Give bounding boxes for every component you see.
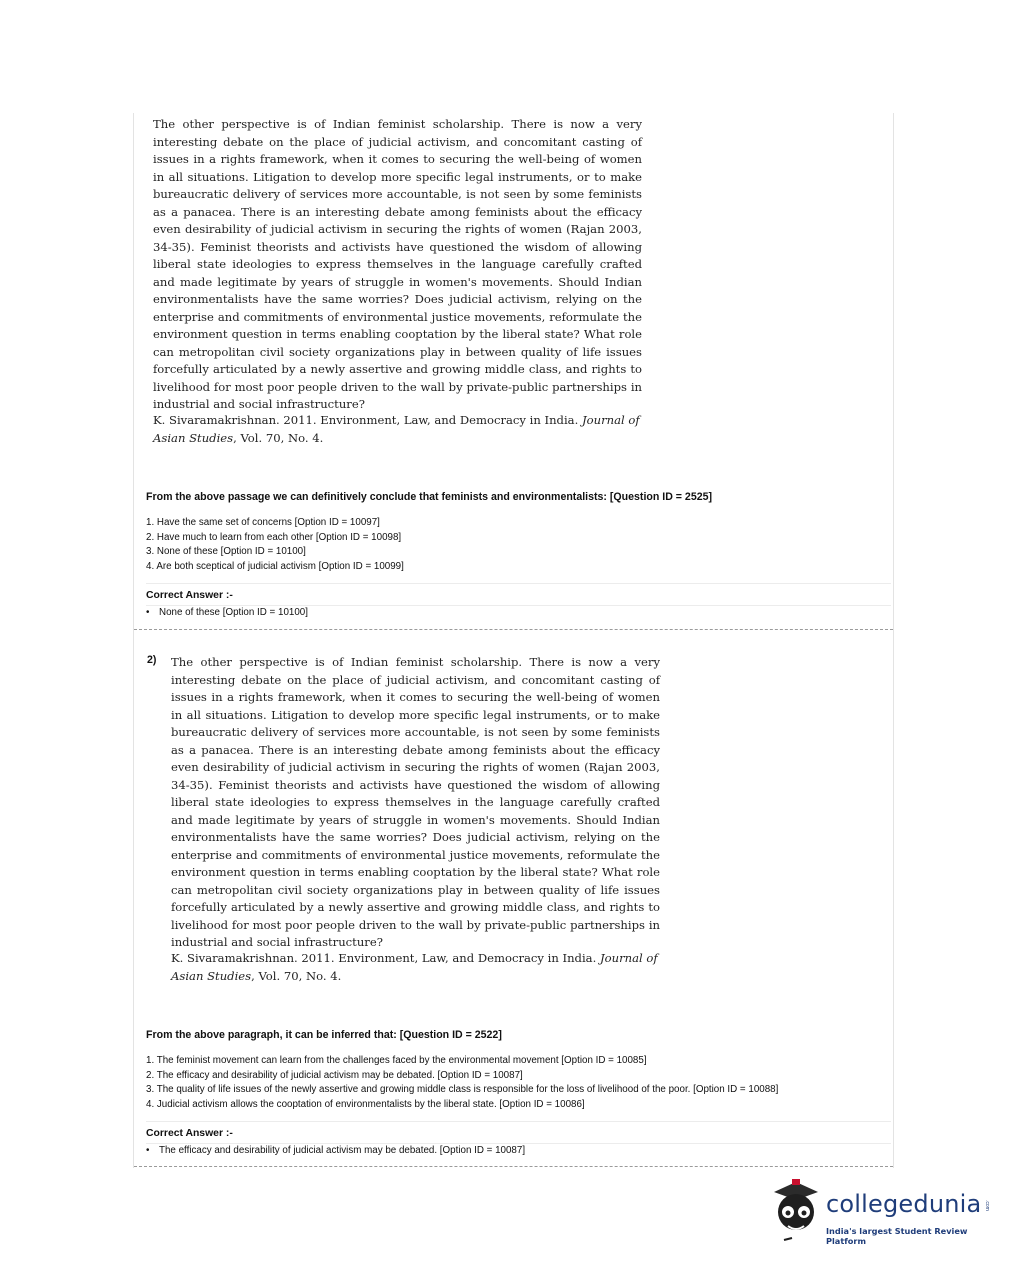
q1-passage-text: The other perspective is of Indian feminist scholarship. There is now a very interesting debate on the place of judicial activism, and concomitant casting of issues in a rights framework, when it comes to securing the well-being of women in all situations. Litigation to develop more specific legal instruments, or to make bureaucratic delivery of services more accountable, is not seen by some feminists as a panacea. There is an interesting debate among feminists about the efficacy even desirability of judicial activism in securing the rights of women (Rajan 2003, 34-35). Feminist theorists and activists have questioned the wisdom of allowing liberal state ideologies to express themselves in the language carefully crafted and made legitimate by years of struggle in women's movements. Should Indian environmentalists have the same worries? Does judicial activism, relying on the enterprise and commitments of environmental justice movements, reformulate the environment question in terms enabling cooptation by the liberal state? What role can metropolitan civil society organizations play in between quality of life issues forcefully articulated by a newly assertive and growing middle class, and rights to livelihood for most poor people driven to the wall by private-public partnerships in industrial and social infrastructure? [153, 117, 642, 411]
q1-answer-label: Correct Answer :- [146, 590, 233, 601]
q2-passage-text: The other perspective is of Indian feminist scholarship. There is now a very interesting debate on the place of judicial activism, and concomitant casting of issues in a rights framework, when it comes to securing the well-being of women in all situations. Litigation to develop more specific legal instruments, or to make bureaucratic delivery of services more accountable, is not seen by some feminists as a panacea. There is an interesting debate among feminists about the efficacy even desirability of judicial activism in securing the rights of women (Rajan 2003, 34-35). Feminist theorists and activists have questioned the wisdom of allowing liberal state ideologies to express themselves in the language carefully crafted and made legitimate by years of struggle in women's movements. Should Indian environmentalists have the same worries? Does judicial activism, relying on the enterprise and commitments of environmental justice movements, reformulate the environment question in terms enabling cooptation by the liberal state? What role can metropolitan civil society organizations play in between quality of life issues forcefully articulated by a newly assertive and growing middle class, and rights to livelihood for most poor people driven to the wall by private-public partnerships in industrial and social infrastructure? [171, 655, 660, 949]
q2-option-4[interactable]: 4. Judicial activism allows the cooptation of environmentalists by the liberal state. [Option ID = 10086] [146, 1098, 585, 1110]
q2-answer-text: The efficacy and desirability of judicial activism may be debated. [Option ID = 10087] [159, 1145, 526, 1156]
q1-option-1[interactable]: 1. Have the same set of concerns [Option ID = 10097] [146, 517, 380, 528]
q1-options [146, 516, 404, 574]
mascot-icon [766, 1178, 826, 1248]
brand-name: collegedunia [826, 1190, 982, 1218]
q2-answer [146, 1145, 525, 1156]
page-bottom-separator [134, 1166, 893, 1167]
brand-tagline: India's largest Student Review Platform [826, 1226, 968, 1246]
q1-option-4[interactable]: 4. Are both sceptical of judicial activism [Option ID = 10099] [146, 560, 404, 572]
q1-answer-text: None of these [Option ID = 10100] [159, 607, 308, 618]
q2-question: From the above paragraph, it can be inferred that: [Question ID = 2522] [146, 1029, 502, 1041]
q2-option-1[interactable]: 1. The feminist movement can learn from the challenges faced by the environmental movement [Option ID = 10085] [146, 1055, 647, 1066]
q2-citation-text: K. Sivaramakrishnan. 2011. Environment, Law, and Democracy in India. [171, 951, 597, 965]
q1-citation-journal: Journal of Asian [153, 413, 640, 445]
collegedunia-logo[interactable] [766, 1178, 996, 1248]
q2-number: 2) [147, 654, 157, 666]
bullet-icon: • [146, 607, 150, 618]
q1-option-3[interactable]: 3. None of these [Option ID = 10100] [146, 546, 306, 558]
q2-option-3[interactable]: 3. The quality of life issues of the newly assertive and growing middle class is responsible for the loss of livelihood of the poor. [Option ID = 10088] [146, 1084, 779, 1096]
q2-passage [171, 654, 660, 952]
q1-answer-divider-top [146, 583, 891, 584]
q1-question: From the above passage we can definitively conclude that feminists and environmentalists: [Question ID = 2525] [146, 491, 713, 503]
q1-answer [146, 607, 308, 618]
q2-answer-divider-top [146, 1121, 891, 1122]
q2-answer-divider [146, 1143, 891, 1144]
q1-citation-text: K. Sivaramakrishnan. 2011. Environment, Law, and Democracy in India. [153, 413, 579, 427]
q1-passage [153, 116, 642, 414]
q2-citation-journal-tail: Studies [207, 968, 252, 983]
q1-citation [153, 412, 642, 447]
question-separator [134, 629, 893, 630]
q1-answer-divider [146, 605, 891, 606]
page-frame [133, 113, 894, 1168]
brand-dotcom: .com [984, 1200, 990, 1211]
q1-option-2[interactable]: 2. Have much to learn from each other [Option ID = 10098] [146, 531, 402, 543]
q1-citation-journal-tail: Studies [189, 430, 234, 445]
q2-citation-journal: Journal of Asian [171, 951, 658, 983]
q1-citation-volume: , Vol. 70, No. 4. [233, 430, 324, 445]
q2-options [146, 1054, 778, 1112]
q2-citation [171, 950, 660, 985]
bullet-icon: • [146, 1145, 150, 1156]
q2-answer-label: Correct Answer :- [146, 1128, 233, 1139]
q2-citation-volume: , Vol. 70, No. 4. [251, 968, 342, 983]
q2-option-2[interactable]: 2. The efficacy and desirability of judicial activism may be debated. [Option ID = 10087] [146, 1069, 523, 1081]
